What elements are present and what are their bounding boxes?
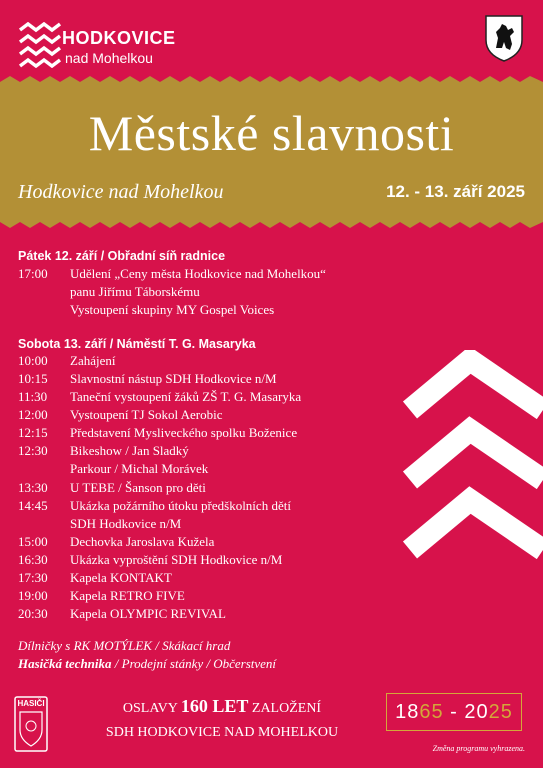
schedule-event: Představení Mysliveckého spolku Boženice bbox=[70, 425, 298, 440]
schedule-event: Dechovka Jaroslava Kužela bbox=[70, 534, 215, 549]
town-logo bbox=[18, 20, 218, 70]
schedule-time: 17:30 bbox=[18, 570, 48, 585]
anniversary-line-2: SDH HODKOVICE NAD MOHELKOU bbox=[105, 725, 339, 740]
logo-brand: HODKOVICE bbox=[62, 28, 176, 48]
schedule-event: Bikeshow / Jan Sladký bbox=[70, 443, 189, 458]
schedule-row bbox=[18, 460, 208, 478]
logo-subtitle: nad Mohelkou bbox=[65, 50, 153, 66]
anniversary-years: 160 LET bbox=[180, 696, 249, 716]
schedule-event: Kapela OLYMPIC REVIVAL bbox=[70, 606, 226, 621]
schedule-time: 13:30 bbox=[18, 480, 48, 495]
extras-line-1: Dílničky s RK MOTÝLEK / Skákací hrad bbox=[18, 638, 231, 653]
schedule-time: 11:30 bbox=[18, 389, 48, 404]
friday-line-3: Vystoupení skupiny MY Gospel Voices bbox=[70, 302, 275, 317]
schedule-event: U TEBE / Šanson pro děti bbox=[70, 480, 206, 495]
schedule-event: Vystoupení TJ Sokol Aerobic bbox=[70, 407, 223, 422]
anniversary-post: ZALOŽENÍ bbox=[248, 701, 322, 716]
schedule-event: Ukázka vyproštění SDH Hodkovice n/M bbox=[70, 552, 283, 567]
coat-of-arms-icon bbox=[484, 14, 524, 62]
anniversary-text bbox=[72, 694, 372, 745]
event-subtitle: Hodkovice nad Mohelkou bbox=[18, 181, 224, 203]
schedule-row bbox=[18, 352, 115, 370]
schedule-row bbox=[18, 587, 185, 605]
friday-time: 17:00 bbox=[18, 266, 48, 281]
schedule-time: 14:45 bbox=[18, 498, 48, 513]
year-start-2: 65 bbox=[419, 701, 444, 723]
zigzag-decoration bbox=[400, 350, 543, 590]
anniversary-pre: OSLAVY bbox=[122, 701, 181, 716]
schedule-row bbox=[18, 370, 277, 388]
schedule-event: Kapela RETRO FIVE bbox=[70, 588, 185, 603]
schedule-row bbox=[18, 569, 172, 587]
wave-logo-icon bbox=[18, 22, 64, 68]
schedule-time: 20:30 bbox=[18, 606, 48, 621]
schedule-event: Zahájení bbox=[70, 353, 116, 368]
schedule-event: Ukázka požárního útoku předškolních dětí bbox=[70, 498, 291, 513]
schedule-row bbox=[18, 497, 291, 515]
event-title: Městské slavnosti bbox=[88, 105, 455, 161]
extras-bold: Hasičká technika bbox=[18, 656, 112, 671]
schedule-row bbox=[18, 406, 223, 424]
schedule-time: 15:00 bbox=[18, 534, 48, 549]
schedule-row bbox=[18, 388, 301, 406]
schedule-time: 19:00 bbox=[18, 588, 48, 603]
year-end-1: 20 bbox=[464, 701, 489, 723]
schedule-row bbox=[18, 533, 214, 551]
extras-rest: / Prodejní stánky / Občerstvení bbox=[111, 656, 277, 671]
schedule-row bbox=[18, 479, 206, 497]
schedule-row bbox=[18, 515, 181, 533]
schedule-row bbox=[18, 424, 297, 442]
disclaimer-note: Změna programu vyhrazena. bbox=[432, 744, 525, 753]
schedule-time: 10:00 bbox=[18, 353, 48, 368]
schedule-event: SDH Hodkovice n/M bbox=[70, 516, 182, 531]
friday-header: Pátek 12. září / Obřadní síň radnice bbox=[18, 249, 226, 263]
extras-line-2 bbox=[18, 656, 276, 672]
schedule-row bbox=[18, 442, 189, 460]
friday-line-1: Udělení „Ceny města Hodkovice nad Mohelkou“ bbox=[70, 266, 326, 281]
year-separator: - bbox=[443, 701, 465, 723]
schedule-row bbox=[18, 605, 226, 623]
year-end-2: 25 bbox=[488, 701, 513, 723]
event-date: 12. - 13. září 2025 bbox=[386, 182, 525, 201]
hasici-badge-label: HASIČI bbox=[17, 699, 45, 708]
schedule-time: 12:30 bbox=[18, 443, 48, 458]
schedule-time: 16:30 bbox=[18, 552, 48, 567]
schedule-time: 12:00 bbox=[18, 407, 48, 422]
schedule-time: 10:15 bbox=[18, 371, 48, 386]
year-start-1: 18 bbox=[395, 701, 420, 723]
saturday-header: Sobota 13. září / Náměstí T. G. Masaryka bbox=[18, 337, 256, 351]
schedule-event: Taneční vystoupení žáků ZŠ T. G. Masaryka bbox=[70, 389, 302, 404]
schedule-event: Kapela KONTAKT bbox=[70, 570, 172, 585]
friday-row bbox=[18, 265, 326, 283]
schedule-event: Slavnostní nástup SDH Hodkovice n/M bbox=[70, 371, 277, 386]
schedule-event: Parkour / Michal Morávek bbox=[70, 461, 209, 476]
years-box bbox=[386, 693, 522, 731]
friday-line-2: panu Jiřímu Táborskému bbox=[70, 284, 200, 299]
schedule-row bbox=[18, 551, 282, 569]
schedule-time: 12:15 bbox=[18, 425, 48, 440]
